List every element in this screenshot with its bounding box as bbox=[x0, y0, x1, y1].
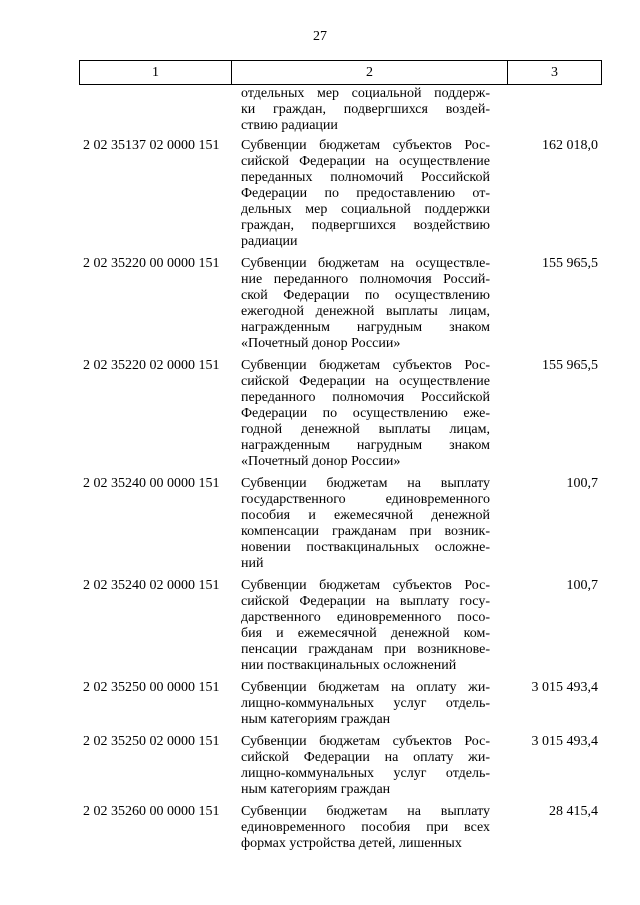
description-line: единовременного пособия при всех bbox=[241, 820, 490, 835]
budget-code: 2 02 35137 02 0000 151 bbox=[83, 138, 220, 153]
description-line: нии поствакцинальных осложнений bbox=[241, 658, 457, 673]
description-line: компенсации гражданам при возник- bbox=[241, 524, 490, 539]
revenue-description bbox=[241, 256, 490, 352]
description-line: Федерации по предоставлению от- bbox=[241, 186, 490, 201]
description-line: дельных мер социальной поддержки bbox=[241, 202, 490, 217]
table-row bbox=[0, 734, 640, 798]
revenue-description bbox=[241, 578, 490, 674]
column-header-table bbox=[79, 60, 602, 85]
budget-code: 2 02 35240 00 0000 151 bbox=[83, 476, 220, 491]
description-line: сийской Федерации на оплату жи- bbox=[241, 750, 490, 765]
table-row bbox=[0, 578, 640, 674]
table-row bbox=[0, 476, 640, 572]
description-line: ным категориям граждан bbox=[241, 782, 391, 797]
description-line: дарственного единовременного посо- bbox=[241, 610, 490, 625]
description-line: сийской Федерации на осуществление bbox=[241, 374, 490, 389]
amount-value: 100,7 bbox=[566, 578, 598, 593]
description-line: лищно-коммунальных услуг отдель- bbox=[241, 696, 490, 711]
description-line: новении поствакцинальных осложне- bbox=[241, 540, 490, 555]
description-line: «Почетный донор России» bbox=[241, 454, 401, 469]
column-header-1: 1 bbox=[80, 61, 232, 85]
amount-value: 162 018,0 bbox=[542, 138, 598, 153]
amount-value: 3 015 493,4 bbox=[531, 680, 598, 695]
description-line: Субвенции бюджетам субъектов Рос- bbox=[241, 358, 490, 373]
description-line: лищно-коммунальных услуг отдель- bbox=[241, 766, 490, 781]
description-line: отдельных мер социальной поддерж- bbox=[241, 86, 490, 101]
budget-code: 2 02 35220 02 0000 151 bbox=[83, 358, 220, 373]
budget-code: 2 02 35250 00 0000 151 bbox=[83, 680, 220, 695]
description-line: пособия и ежемесячной денежной bbox=[241, 508, 490, 523]
revenue-description bbox=[241, 476, 490, 572]
description-line: государственного единовременного bbox=[241, 492, 490, 507]
table-row bbox=[0, 804, 640, 852]
description-line: сийской Федерации на выплату госу- bbox=[241, 594, 490, 609]
description-line: ние переданного полномочия Россий- bbox=[241, 272, 490, 287]
description-line: Субвенции бюджетам субъектов Рос- bbox=[241, 734, 490, 749]
description-line: ний bbox=[241, 556, 264, 571]
description-line: формах устройства детей, лишенных bbox=[241, 836, 462, 851]
description-line: бия и ежемесячной денежной ком- bbox=[241, 626, 490, 641]
description-line: ежегодной денежной выплаты лицам, bbox=[241, 304, 490, 319]
page-number: 27 bbox=[313, 29, 327, 44]
column-header-2: 2 bbox=[232, 61, 508, 85]
revenue-description bbox=[241, 358, 490, 470]
table-row bbox=[0, 358, 640, 470]
description-line: «Почетный донор России» bbox=[241, 336, 401, 351]
revenue-description bbox=[241, 734, 490, 798]
description-line: Субвенции бюджетам на оплату жи- bbox=[241, 680, 490, 695]
budget-code: 2 02 35250 02 0000 151 bbox=[83, 734, 220, 749]
amount-value: 155 965,5 bbox=[542, 256, 598, 271]
description-line: пенсации гражданам при возникнове- bbox=[241, 642, 490, 657]
description-line: радиации bbox=[241, 234, 298, 249]
revenue-description bbox=[241, 138, 490, 250]
revenue-description bbox=[241, 86, 490, 134]
table-row bbox=[0, 256, 640, 352]
description-line: Субвенции бюджетам на выплату bbox=[241, 804, 490, 819]
description-line: Субвенции бюджетам на осуществле- bbox=[241, 256, 490, 271]
description-line: награжденным нагрудным знаком bbox=[241, 438, 490, 453]
table-row bbox=[0, 680, 640, 728]
amount-value: 155 965,5 bbox=[542, 358, 598, 373]
description-line: граждан, подвергшихся воздействию bbox=[241, 218, 490, 233]
description-line: переданных полномочий Российской bbox=[241, 170, 490, 185]
amount-value: 3 015 493,4 bbox=[531, 734, 598, 749]
column-header-3: 3 bbox=[508, 61, 602, 85]
description-line: переданного полномочия Российской bbox=[241, 390, 490, 405]
description-line: ствию радиации bbox=[241, 118, 338, 133]
description-line: ки граждан, подвергшихся воздей- bbox=[241, 102, 490, 117]
table-body bbox=[0, 86, 640, 858]
table-row bbox=[0, 86, 640, 134]
description-line: Субвенции бюджетам субъектов Рос- bbox=[241, 138, 490, 153]
revenue-description bbox=[241, 680, 490, 728]
column-header-row bbox=[80, 61, 602, 85]
table-row bbox=[0, 138, 640, 250]
revenue-description bbox=[241, 804, 490, 852]
budget-code: 2 02 35260 00 0000 151 bbox=[83, 804, 220, 819]
description-line: сийской Федерации на осуществление bbox=[241, 154, 490, 169]
description-line: Субвенции бюджетам субъектов Рос- bbox=[241, 578, 490, 593]
description-line: награжденным нагрудным знаком bbox=[241, 320, 490, 335]
budget-code: 2 02 35220 00 0000 151 bbox=[83, 256, 220, 271]
description-line: Федерации по осуществлению еже- bbox=[241, 406, 490, 421]
budget-code: 2 02 35240 02 0000 151 bbox=[83, 578, 220, 593]
description-line: годной денежной выплаты лицам, bbox=[241, 422, 490, 437]
description-line: ской Федерации по осуществлению bbox=[241, 288, 490, 303]
amount-value: 100,7 bbox=[566, 476, 598, 491]
description-line: ным категориям граждан bbox=[241, 712, 391, 727]
amount-value: 28 415,4 bbox=[549, 804, 598, 819]
description-line: Субвенции бюджетам на выплату bbox=[241, 476, 490, 491]
